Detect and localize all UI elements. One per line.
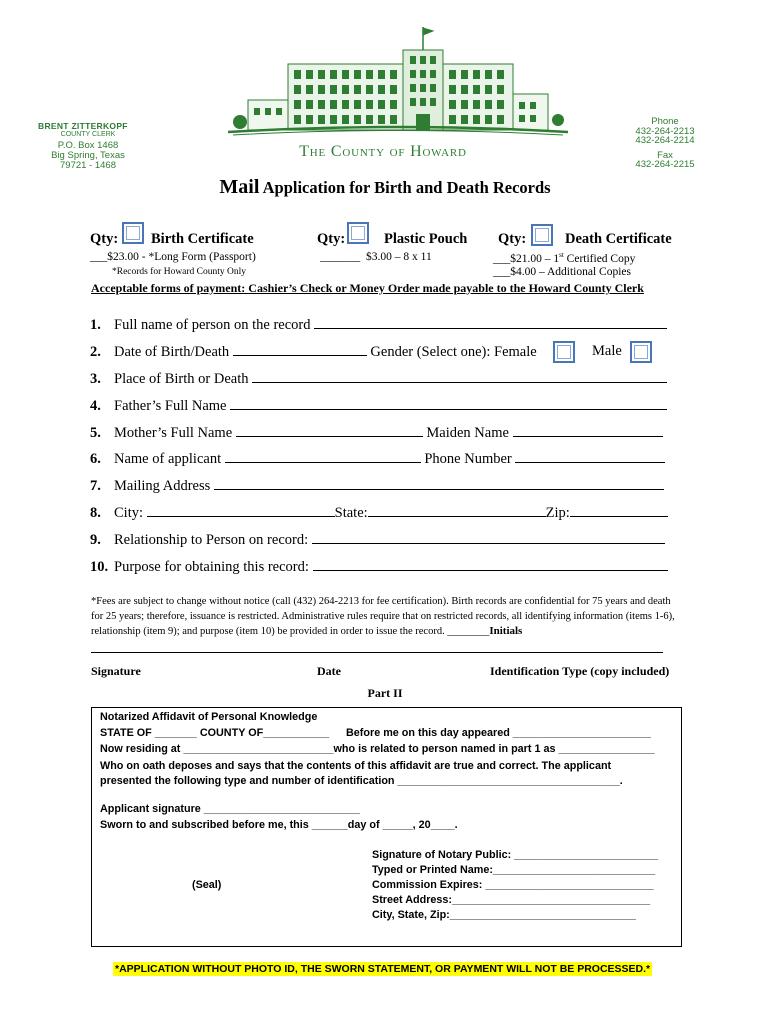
affidavit-before-me[interactable]: Before me on this day appeared _______________________ — [346, 727, 651, 739]
phone-label: Phone — [651, 116, 679, 127]
mother-input[interactable] — [236, 424, 423, 437]
birth-certificate-heading: Birth Certificate — [151, 231, 254, 247]
seal-label: (Seal) — [192, 879, 222, 891]
field-city: 8. City: State: Zip: — [90, 504, 668, 522]
field-mailing: 7. Mailing Address — [90, 477, 664, 495]
field-relationship: 9. Relationship to Person on record: — [90, 531, 665, 549]
fax-label: Fax — [657, 150, 673, 161]
purpose-input[interactable] — [313, 558, 668, 571]
female-checkbox[interactable] — [553, 341, 575, 363]
page-title — [0, 176, 770, 199]
title-rest: Application for Birth and Death Records — [259, 178, 551, 197]
notary-commission-line[interactable]: Commission Expires: ____________________________ — [372, 879, 654, 891]
state-input[interactable] — [368, 504, 546, 517]
phone-input[interactable] — [515, 450, 665, 463]
warning-banner: *APPLICATION WITHOUT PHOTO ID, THE SWORN STATEMENT, OR PAYMENT WILL NOT BE PROCESSED.* — [115, 963, 651, 975]
part-two-heading: Part II — [367, 686, 403, 700]
phone-number-1: 432-264-2213 — [635, 126, 695, 137]
affidavit-residing[interactable]: Now residing at _________________________who is related to person named in part 1 as ________________ — [100, 743, 655, 755]
field-mother: 5. Mother’s Full Name Maiden Name — [90, 424, 663, 442]
clerk-zip: 79721 - 1468 — [60, 160, 116, 171]
male-checkbox[interactable] — [630, 341, 652, 363]
fee-notes: *Fees are subject to change without notice (call (432) 264-2213 for fee certification). Birth records are confidential for 75 years and death for 25 years; therefore, issuance is restricted. Administrative rules require that on restricted records, all identifying information (items 1-6), relationship (item 9); and purpose (item 10) be provided in order to issue the record. ________Initials — [91, 596, 675, 637]
courthouse-logo — [228, 22, 568, 142]
maiden-name-input[interactable] — [513, 424, 663, 437]
plastic-pouch-heading: Plastic Pouch — [384, 231, 468, 247]
birth-note: *Records for Howard County Only — [112, 267, 247, 277]
field-date: 2. Date of Birth/Death Gender (Select one): Female — [90, 344, 537, 360]
field-full-name: 1. Full name of person on the record — [90, 316, 667, 334]
applicant-input[interactable] — [225, 450, 421, 463]
relationship-input[interactable] — [312, 531, 665, 544]
county-name: The County of Howard — [299, 143, 467, 160]
affidavit-box — [91, 707, 682, 947]
date-input[interactable] — [233, 343, 367, 356]
qty-pouch-checkbox[interactable] — [347, 222, 369, 244]
city-input[interactable] — [147, 504, 335, 517]
clerk-title: COUNTY CLERK — [60, 131, 116, 138]
death-certificate-heading: Death Certificate — [565, 231, 672, 247]
date-label: Date — [317, 664, 341, 678]
fax-number: 432-264-2215 — [635, 159, 695, 170]
sworn-line[interactable]: Sworn to and subscribed before me, this ______day of _____, 20____. — [100, 819, 458, 831]
affidavit-oath-line-1: Who on oath deposes and says that the contents of this affidavit are true and correct. The applicant — [100, 760, 612, 772]
zip-input[interactable] — [570, 504, 668, 517]
male-label: Male — [592, 343, 622, 359]
field-place: 3. Place of Birth or Death — [90, 370, 667, 388]
clerk-city: Big Spring, Texas — [51, 150, 125, 161]
title-mail: Mail — [219, 176, 260, 198]
full-name-input[interactable] — [314, 316, 667, 329]
qty-death-checkbox[interactable] — [531, 224, 553, 246]
birth-price: ___$23.00 - *Long Form (Passport) — [90, 251, 256, 263]
pouch-price: _______ $3.00 – 8 x 11 — [320, 251, 432, 263]
signature-line[interactable] — [91, 652, 663, 653]
clerk-po-box: P.O. Box 1468 — [57, 140, 119, 151]
qty-label-pouch: Qty: — [317, 231, 346, 247]
affidavit-oath-line-2[interactable]: presented the following type and number of identification _____________________________________. — [100, 775, 623, 787]
mailing-input[interactable] — [214, 477, 664, 490]
signature-label: Signature — [91, 664, 141, 678]
notary-signature-line[interactable]: Signature of Notary Public: ________________________ — [372, 849, 659, 861]
phone-number-2: 432-264-2214 — [635, 135, 695, 146]
payment-forms: Acceptable forms of payment: Cashier’s Check or Money Order made payable to the Howard County Clerk — [91, 281, 644, 295]
qty-label-death: Qty: — [498, 231, 527, 247]
qty-label-birth: Qty: — [90, 231, 119, 247]
place-input[interactable] — [252, 370, 667, 383]
notary-city-line[interactable]: City, State, Zip:_______________________________ — [372, 909, 636, 921]
field-applicant: 6. Name of applicant Phone Number — [90, 450, 665, 468]
affidavit-state-line[interactable]: STATE OF _______ COUNTY OF___________ — [100, 727, 330, 739]
death-price-additional: ___$4.00 – Additional Copies — [493, 266, 631, 278]
death-price-first: ___$21.00 – 1st Certified Copy — [493, 251, 636, 265]
applicant-signature-line[interactable]: Applicant signature __________________________ — [100, 803, 360, 815]
qty-birth-checkbox[interactable] — [122, 222, 144, 244]
notary-street-line[interactable]: Street Address:_________________________________ — [372, 894, 651, 906]
field-purpose: 10. Purpose for obtaining this record: — [90, 558, 668, 576]
affidavit-heading: Notarized Affidavit of Personal Knowledge — [100, 711, 318, 723]
field-father: 4. Father’s Full Name — [90, 397, 667, 415]
id-type-label: Identification Type (copy included) — [490, 664, 670, 678]
notary-typed-name-line[interactable]: Typed or Printed Name:___________________________ — [372, 864, 656, 876]
clerk-name: BRENT ZITTERKOPF — [38, 121, 128, 131]
father-input[interactable] — [230, 397, 667, 410]
